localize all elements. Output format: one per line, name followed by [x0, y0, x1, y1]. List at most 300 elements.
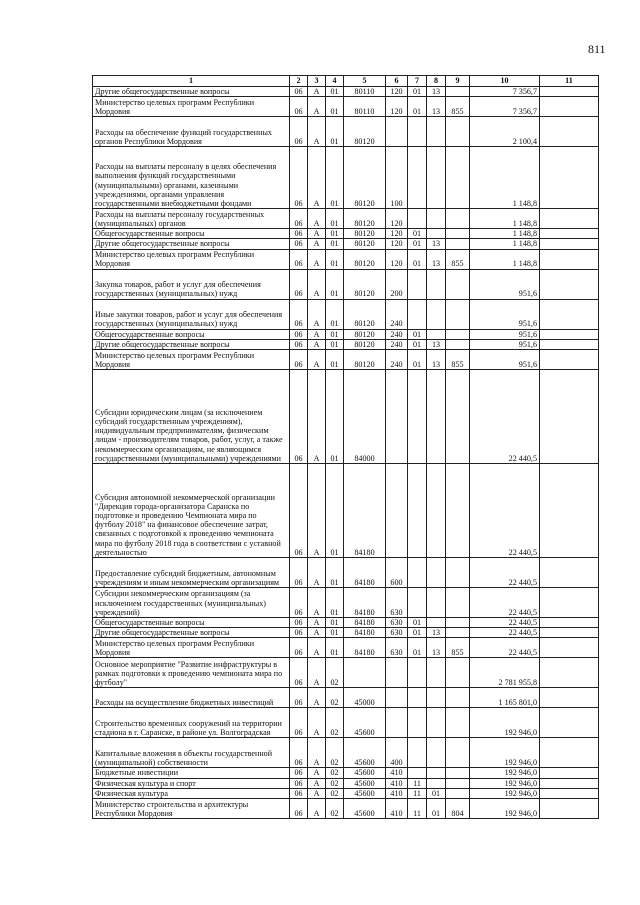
row-name: Другие общегосударственные вопросы: [93, 87, 290, 97]
cell-subsection: [427, 618, 446, 628]
cell-expense-type: 630: [386, 638, 408, 658]
table-row: [93, 147, 599, 209]
cell-amount: 1 148,8: [470, 249, 540, 269]
cell-subprogram: 01: [326, 117, 344, 147]
table-row: [93, 588, 599, 618]
cell-extra: [540, 329, 599, 339]
cell-expense-type: 630: [386, 628, 408, 638]
cell-subsection: 01: [427, 788, 446, 798]
cell-department: [446, 339, 470, 349]
cell-subsection: [427, 269, 446, 299]
cell-section: [408, 117, 427, 147]
cell-program: А: [308, 339, 326, 349]
cell-expense-type: [386, 658, 408, 688]
table-body: [93, 87, 599, 819]
column-header-8: 8: [427, 76, 446, 87]
cell-subprogram: 01: [326, 299, 344, 329]
table-row: [93, 788, 599, 798]
cell-subprogram: 02: [326, 799, 344, 819]
cell-program: А: [308, 799, 326, 819]
cell-program: А: [308, 97, 326, 117]
cell-expense-type: 410: [386, 778, 408, 788]
cell-ministry: 06: [290, 618, 308, 628]
cell-extra: [540, 117, 599, 147]
cell-program: А: [308, 87, 326, 97]
cell-department: [446, 299, 470, 329]
table-row: [93, 229, 599, 239]
cell-subsection: [427, 299, 446, 329]
cell-section: [408, 708, 427, 738]
cell-amount: 951,6: [470, 299, 540, 329]
row-name: Субсидии юридическим лицам (за исключением субсидий государственным учреждениям), индивидуальным предпринимателям, физическим лицам - производителям товаров, работ, услуг, а также некоммерческим организациям, не являющимся государственными (муниципальными) учреждениями: [93, 370, 290, 464]
row-name: Общегосударственные вопросы: [93, 618, 290, 628]
cell-expense-type: 120: [386, 229, 408, 239]
cell-department: [446, 147, 470, 209]
cell-amount: 192 946,0: [470, 768, 540, 778]
cell-ministry: 06: [290, 350, 308, 370]
cell-subsection: [427, 370, 446, 464]
cell-section: [408, 768, 427, 778]
cell-section: 11: [408, 788, 427, 798]
cell-ministry: 06: [290, 738, 308, 768]
cell-subsection: [427, 738, 446, 768]
table-row: [93, 239, 599, 249]
row-name: Физическая культура и спорт: [93, 778, 290, 788]
cell-amount: 192 946,0: [470, 799, 540, 819]
cell-subsection: 13: [427, 239, 446, 249]
row-name: Общегосударственные вопросы: [93, 229, 290, 239]
table-row: [93, 638, 599, 658]
cell-ministry: 06: [290, 370, 308, 464]
cell-amount: 192 946,0: [470, 708, 540, 738]
cell-subprogram: 02: [326, 688, 344, 708]
row-name: Расходы на выплаты персоналу государственных (муниципальных) органов: [93, 209, 290, 229]
cell-expense-type: 630: [386, 618, 408, 628]
cell-ministry: 06: [290, 788, 308, 798]
cell-expense-type: 120: [386, 97, 408, 117]
cell-expense-type: 240: [386, 329, 408, 339]
cell-target: 80120: [344, 299, 386, 329]
cell-department: [446, 269, 470, 299]
cell-department: [446, 117, 470, 147]
cell-extra: [540, 97, 599, 117]
cell-amount: 22 440,5: [470, 588, 540, 618]
cell-subprogram: 01: [326, 618, 344, 628]
cell-amount: 7 356,7: [470, 87, 540, 97]
table-row: [93, 209, 599, 229]
cell-target: 45000: [344, 688, 386, 708]
column-header-11: 11: [540, 76, 599, 87]
row-name: Министерство целевых программ Республики Мордовия: [93, 350, 290, 370]
cell-extra: [540, 788, 599, 798]
cell-ministry: 06: [290, 708, 308, 738]
column-header-3: 3: [308, 76, 326, 87]
cell-subprogram: 01: [326, 638, 344, 658]
cell-program: А: [308, 269, 326, 299]
cell-ministry: 06: [290, 97, 308, 117]
cell-department: [446, 329, 470, 339]
cell-amount: 22 440,5: [470, 628, 540, 638]
cell-program: А: [308, 778, 326, 788]
cell-subsection: 13: [427, 339, 446, 349]
column-header-1: 1: [93, 76, 290, 87]
row-name: Министерство целевых программ Республики Мордовия: [93, 97, 290, 117]
cell-extra: [540, 658, 599, 688]
cell-target: [344, 658, 386, 688]
cell-extra: [540, 738, 599, 768]
cell-amount: 192 946,0: [470, 778, 540, 788]
cell-extra: [540, 618, 599, 628]
cell-ministry: 06: [290, 269, 308, 299]
cell-expense-type: [386, 117, 408, 147]
cell-extra: [540, 299, 599, 329]
cell-amount: 22 440,5: [470, 638, 540, 658]
cell-target: 80120: [344, 249, 386, 269]
cell-program: А: [308, 708, 326, 738]
cell-expense-type: 120: [386, 209, 408, 229]
cell-section: [408, 688, 427, 708]
cell-subsection: [427, 209, 446, 229]
table-row: [93, 249, 599, 269]
cell-section: 01: [408, 329, 427, 339]
table-row: [93, 299, 599, 329]
row-name: Министерство целевых программ Республики Мордовия: [93, 249, 290, 269]
column-header-2: 2: [290, 76, 308, 87]
cell-program: А: [308, 638, 326, 658]
cell-program: А: [308, 299, 326, 329]
cell-subprogram: 01: [326, 588, 344, 618]
cell-target: 80120: [344, 269, 386, 299]
cell-extra: [540, 768, 599, 778]
cell-target: 84180: [344, 588, 386, 618]
cell-subsection: [427, 329, 446, 339]
cell-ministry: 06: [290, 339, 308, 349]
cell-subprogram: 01: [326, 87, 344, 97]
cell-ministry: 06: [290, 147, 308, 209]
cell-subprogram: 02: [326, 658, 344, 688]
cell-target: 80120: [344, 339, 386, 349]
cell-subprogram: 01: [326, 269, 344, 299]
cell-subsection: [427, 229, 446, 239]
cell-subprogram: 01: [326, 558, 344, 588]
cell-subsection: [427, 658, 446, 688]
cell-department: [446, 768, 470, 778]
cell-extra: [540, 799, 599, 819]
budget-table: [92, 75, 599, 819]
cell-section: [408, 464, 427, 558]
cell-amount: 2 781 955,8: [470, 658, 540, 688]
cell-expense-type: 120: [386, 87, 408, 97]
table-row: [93, 618, 599, 628]
table-row: [93, 708, 599, 738]
row-name: Иные закупки товаров, работ и услуг для обеспечения государственных (муниципальных) нужд: [93, 299, 290, 329]
cell-department: 855: [446, 249, 470, 269]
cell-target: 80120: [344, 350, 386, 370]
cell-ministry: 06: [290, 464, 308, 558]
cell-ministry: 06: [290, 239, 308, 249]
cell-section: [408, 209, 427, 229]
cell-target: 80110: [344, 87, 386, 97]
cell-program: А: [308, 768, 326, 778]
cell-section: [408, 738, 427, 768]
row-name: Капитальные вложения в объекты государственной (муниципальной) собственности: [93, 738, 290, 768]
cell-extra: [540, 464, 599, 558]
cell-target: 80120: [344, 229, 386, 239]
table-row: [93, 329, 599, 339]
table-header-row: [93, 76, 599, 87]
cell-extra: [540, 147, 599, 209]
cell-ministry: 06: [290, 628, 308, 638]
cell-amount: 1 148,8: [470, 209, 540, 229]
cell-subprogram: 02: [326, 708, 344, 738]
cell-extra: [540, 688, 599, 708]
cell-ministry: 06: [290, 558, 308, 588]
cell-section: 01: [408, 350, 427, 370]
column-header-10: 10: [470, 76, 540, 87]
cell-amount: 22 440,5: [470, 464, 540, 558]
cell-section: 11: [408, 799, 427, 819]
cell-subprogram: 01: [326, 628, 344, 638]
cell-program: А: [308, 688, 326, 708]
cell-program: А: [308, 229, 326, 239]
cell-target: 84180: [344, 638, 386, 658]
column-header-4: 4: [326, 76, 344, 87]
cell-expense-type: 410: [386, 799, 408, 819]
cell-target: 80120: [344, 147, 386, 209]
table-row: [93, 350, 599, 370]
row-name: Субсидия автономной некоммерческой организации "Дирекция города-организатора Саранска по подготовке и проведению Чемпионата мира по футболу 2018" на финансовое обеспечение затрат, связанных с подготовкой к проведению чемпионата мира по футболу 2018 года в соответствии с уставной деятельностью: [93, 464, 290, 558]
cell-amount: 192 946,0: [470, 738, 540, 768]
cell-amount: 2 100,4: [470, 117, 540, 147]
cell-department: [446, 87, 470, 97]
table-row: [93, 464, 599, 558]
cell-subprogram: 01: [326, 147, 344, 209]
cell-extra: [540, 339, 599, 349]
row-name: Физическая культура: [93, 788, 290, 798]
cell-target: 80120: [344, 239, 386, 249]
cell-ministry: 06: [290, 117, 308, 147]
cell-subsection: [427, 768, 446, 778]
cell-department: [446, 708, 470, 738]
row-name: Другие общегосударственные вопросы: [93, 628, 290, 638]
cell-department: [446, 209, 470, 229]
row-name: Основное мероприятие "Развитие инфраструктуры в рамках подготовки к проведению чемпионата мира по футболу": [93, 658, 290, 688]
cell-target: 84180: [344, 558, 386, 588]
cell-amount: 192 946,0: [470, 788, 540, 798]
cell-subsection: 13: [427, 97, 446, 117]
cell-expense-type: 240: [386, 350, 408, 370]
cell-target: 80120: [344, 329, 386, 339]
cell-subprogram: 01: [326, 370, 344, 464]
cell-section: [408, 658, 427, 688]
cell-ministry: 06: [290, 778, 308, 788]
row-name: Предоставление субсидий бюджетным, автономным учреждениям и иным некоммерческим организациям: [93, 558, 290, 588]
table-row: [93, 688, 599, 708]
cell-department: 855: [446, 350, 470, 370]
cell-ministry: 06: [290, 588, 308, 618]
cell-ministry: 06: [290, 299, 308, 329]
cell-subprogram: 02: [326, 738, 344, 768]
cell-extra: [540, 778, 599, 788]
row-name: Министерство целевых программ Республики Мордовия: [93, 638, 290, 658]
page-number: 811: [588, 42, 606, 56]
cell-expense-type: 200: [386, 269, 408, 299]
cell-program: А: [308, 329, 326, 339]
cell-department: 804: [446, 799, 470, 819]
cell-extra: [540, 87, 599, 97]
cell-department: [446, 558, 470, 588]
cell-subsection: [427, 117, 446, 147]
cell-section: 01: [408, 87, 427, 97]
row-name: Закупка товаров, работ и услуг для обеспечения государственных (муниципальных) нужд: [93, 269, 290, 299]
table-row: [93, 658, 599, 688]
cell-expense-type: 100: [386, 147, 408, 209]
cell-subsection: 13: [427, 628, 446, 638]
row-name: Расходы на осуществление бюджетных инвестиций: [93, 688, 290, 708]
cell-ministry: 06: [290, 688, 308, 708]
cell-expense-type: 120: [386, 239, 408, 249]
cell-program: А: [308, 618, 326, 628]
cell-program: А: [308, 350, 326, 370]
cell-department: [446, 788, 470, 798]
cell-section: 01: [408, 249, 427, 269]
cell-expense-type: [386, 370, 408, 464]
cell-subprogram: 01: [326, 209, 344, 229]
table-row: [93, 339, 599, 349]
cell-department: [446, 778, 470, 788]
cell-target: 45600: [344, 768, 386, 778]
cell-program: А: [308, 628, 326, 638]
cell-ministry: 06: [290, 229, 308, 239]
cell-subprogram: 01: [326, 329, 344, 339]
cell-department: [446, 688, 470, 708]
cell-program: А: [308, 588, 326, 618]
cell-extra: [540, 249, 599, 269]
table-row: [93, 558, 599, 588]
table-row: [93, 269, 599, 299]
cell-expense-type: 120: [386, 249, 408, 269]
table-row: [93, 117, 599, 147]
cell-expense-type: 240: [386, 339, 408, 349]
table-row: [93, 768, 599, 778]
cell-program: А: [308, 658, 326, 688]
cell-department: [446, 618, 470, 628]
table-row: [93, 370, 599, 464]
row-name: Бюджетные инвестиции: [93, 768, 290, 778]
cell-amount: 951,6: [470, 350, 540, 370]
row-name: Министерство строительства и архитектуры Республики Мордовия: [93, 799, 290, 819]
row-name: Другие общегосударственные вопросы: [93, 239, 290, 249]
cell-department: [446, 628, 470, 638]
cell-department: [446, 370, 470, 464]
cell-amount: 22 440,5: [470, 370, 540, 464]
cell-subsection: 13: [427, 638, 446, 658]
cell-section: [408, 269, 427, 299]
cell-program: А: [308, 788, 326, 798]
cell-subsection: [427, 558, 446, 588]
cell-department: [446, 658, 470, 688]
column-header-7: 7: [408, 76, 427, 87]
cell-extra: [540, 588, 599, 618]
table-row: [93, 628, 599, 638]
cell-expense-type: 630: [386, 588, 408, 618]
cell-expense-type: 410: [386, 788, 408, 798]
row-name: Субсидии некоммерческим организациям (за исключением государственных (муниципальных) учреждений): [93, 588, 290, 618]
cell-program: А: [308, 249, 326, 269]
column-header-6: 6: [386, 76, 408, 87]
cell-target: 45600: [344, 788, 386, 798]
cell-department: [446, 229, 470, 239]
cell-extra: [540, 708, 599, 738]
row-name: Расходы на выплаты персоналу в целях обеспечения выполнения функций государственными (муниципальными) органами, казенными учреждениями, органами управления государственными внебюджетными фондами: [93, 147, 290, 209]
cell-target: 45600: [344, 778, 386, 788]
cell-subsection: [427, 588, 446, 618]
cell-section: [408, 370, 427, 464]
cell-section: [408, 558, 427, 588]
cell-extra: [540, 209, 599, 229]
cell-section: [408, 299, 427, 329]
cell-ministry: 06: [290, 799, 308, 819]
cell-subprogram: 01: [326, 229, 344, 239]
cell-expense-type: [386, 464, 408, 558]
cell-extra: [540, 229, 599, 239]
cell-subsection: 13: [427, 350, 446, 370]
cell-department: [446, 464, 470, 558]
cell-target: 84180: [344, 618, 386, 628]
cell-amount: 1 148,8: [470, 229, 540, 239]
cell-department: 855: [446, 638, 470, 658]
cell-program: А: [308, 117, 326, 147]
cell-subsection: [427, 778, 446, 788]
cell-expense-type: 410: [386, 768, 408, 778]
cell-section: 01: [408, 97, 427, 117]
cell-subprogram: 02: [326, 788, 344, 798]
cell-section: 01: [408, 229, 427, 239]
cell-target: 80110: [344, 97, 386, 117]
cell-ministry: 06: [290, 329, 308, 339]
cell-section: 01: [408, 339, 427, 349]
cell-subsection: [427, 464, 446, 558]
cell-target: 45600: [344, 738, 386, 768]
cell-amount: 7 356,7: [470, 97, 540, 117]
cell-subprogram: 01: [326, 350, 344, 370]
cell-subprogram: 01: [326, 339, 344, 349]
cell-subprogram: 01: [326, 249, 344, 269]
cell-amount: 1 148,8: [470, 147, 540, 209]
cell-extra: [540, 638, 599, 658]
cell-section: 01: [408, 638, 427, 658]
cell-extra: [540, 628, 599, 638]
row-name: Строительство временных сооружений на территории стадиона в г. Саранске, в районе ул. Волгоградская: [93, 708, 290, 738]
cell-amount: 22 440,5: [470, 618, 540, 628]
cell-section: 11: [408, 778, 427, 788]
cell-amount: 951,6: [470, 269, 540, 299]
cell-ministry: 06: [290, 87, 308, 97]
cell-subsection: 01: [427, 799, 446, 819]
cell-program: А: [308, 239, 326, 249]
column-header-5: 5: [344, 76, 386, 87]
cell-target: 80120: [344, 117, 386, 147]
cell-target: 84000: [344, 370, 386, 464]
cell-section: 01: [408, 618, 427, 628]
cell-extra: [540, 350, 599, 370]
cell-section: [408, 147, 427, 209]
cell-subprogram: 02: [326, 768, 344, 778]
cell-subprogram: 02: [326, 778, 344, 788]
cell-extra: [540, 558, 599, 588]
cell-target: 45600: [344, 799, 386, 819]
cell-amount: 1 165 801,0: [470, 688, 540, 708]
